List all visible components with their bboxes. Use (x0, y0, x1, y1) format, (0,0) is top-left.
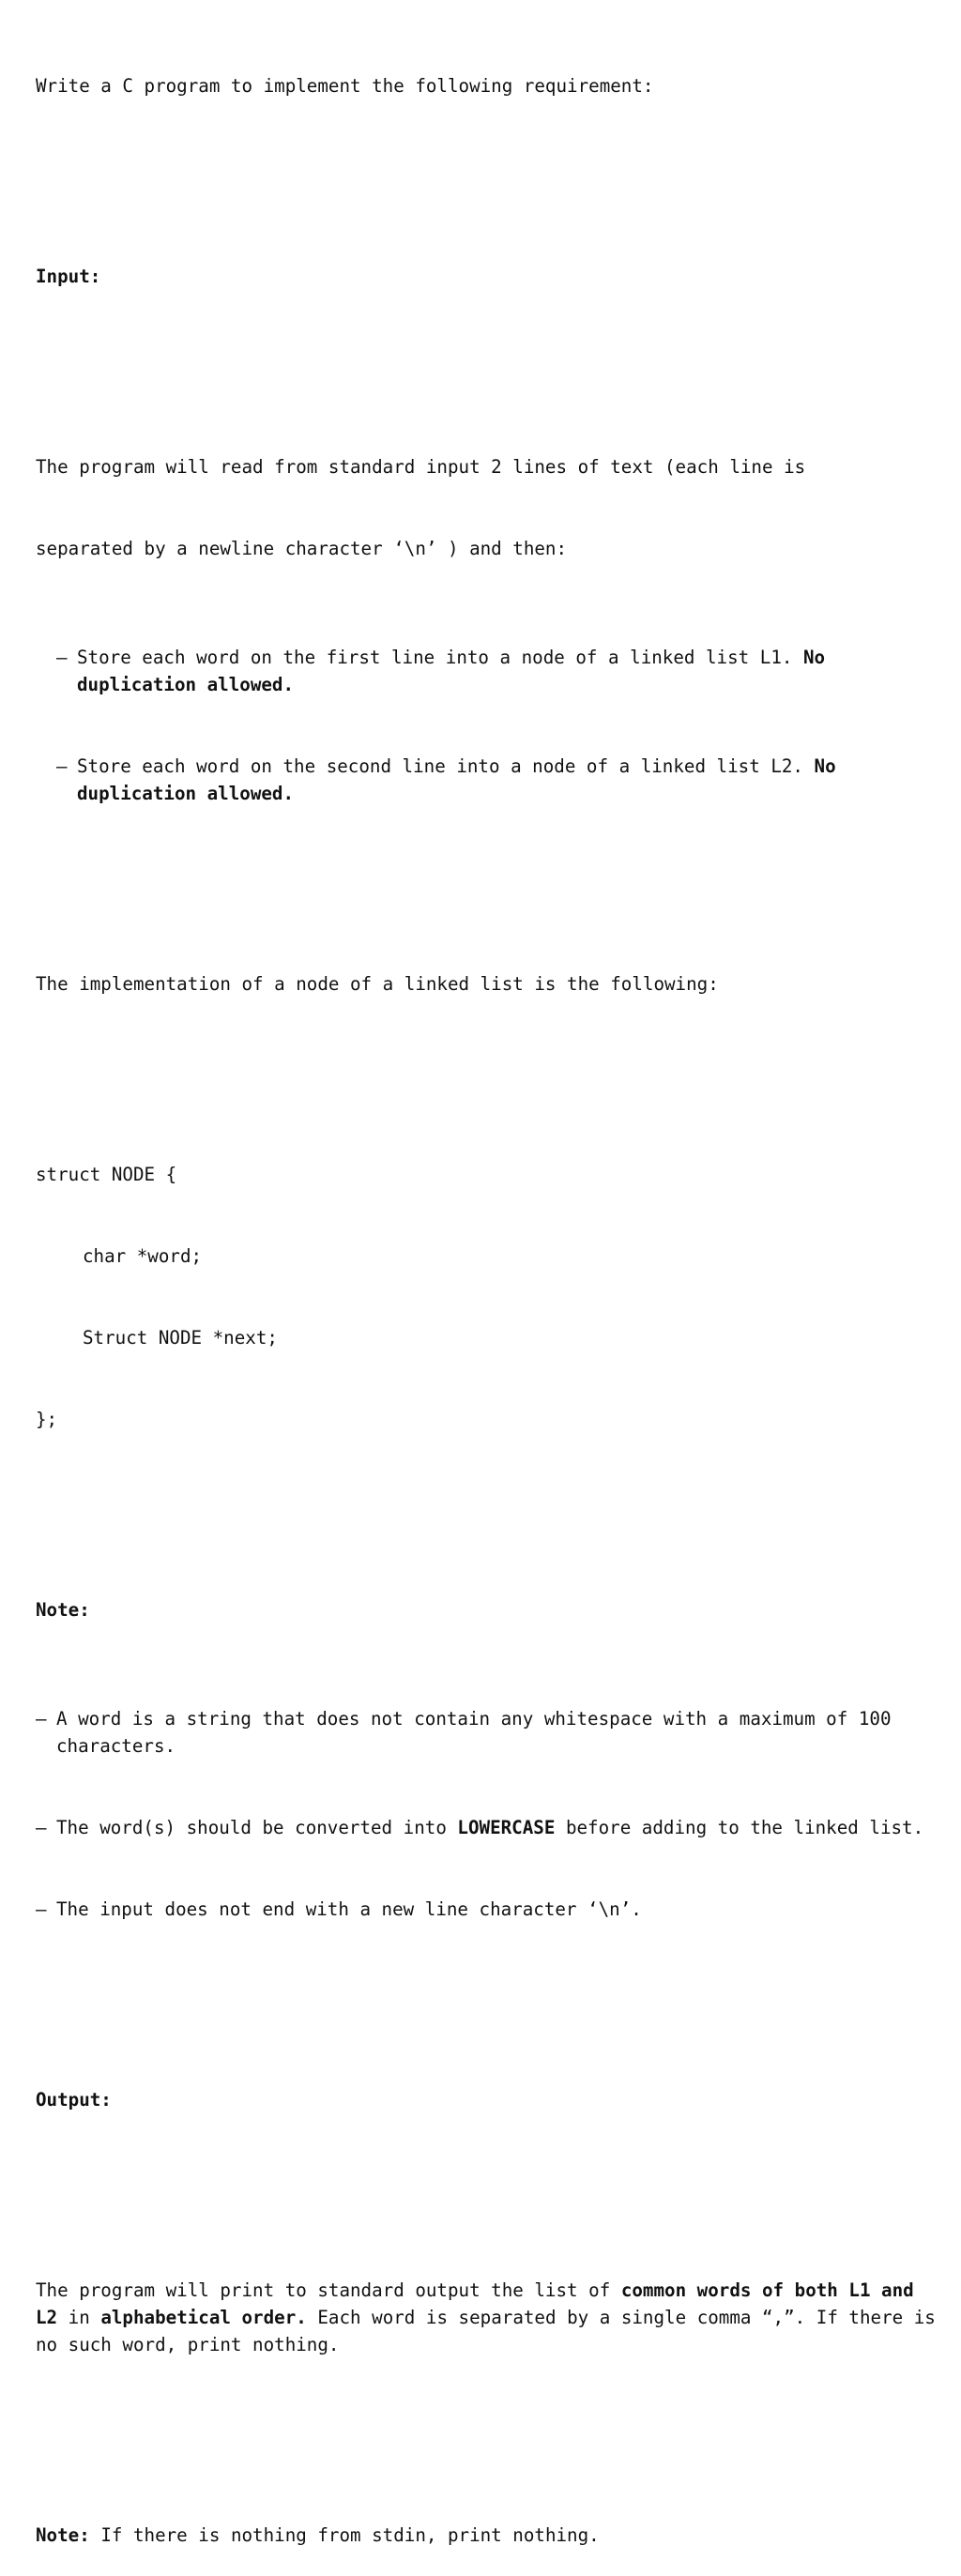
intro-text: Write a C program to implement the following requirement: (36, 75, 654, 97)
spacer (36, 1052, 946, 1079)
output-desc-part-1: The program will print to standard output the list of (36, 2279, 621, 2301)
dash-glyph: – (56, 755, 68, 777)
spacer (36, 2413, 946, 2440)
input-bullet-1 (36, 644, 946, 698)
spacer (36, 861, 946, 889)
output-heading (36, 2086, 946, 2113)
note-heading (36, 1596, 946, 1623)
note-bullet-3 (36, 1896, 946, 1923)
code-line-2: char *word; (83, 1245, 203, 1267)
note-heading-label: Note: (36, 1599, 90, 1621)
input-bullet-1-plain: Store each word on the first line into a node of a linked list L1. (77, 647, 803, 668)
input-bullet-2-plain: Store each word on the second line into a node of a linked list L2. (77, 755, 815, 777)
input-bullet-2 (36, 753, 946, 807)
output-desc-bold-2: alphabetical order. (100, 2307, 307, 2328)
final-note-text: If there is nothing from stdin, print nothing. (89, 2524, 600, 2546)
note-bullet-2-after: before adding to the linked list. (555, 1817, 924, 1838)
spacer (36, 154, 946, 181)
output-description (36, 2277, 946, 2358)
input-description-line-1: The program will read from standard input 2 lines of text (each line is (36, 456, 806, 478)
spacer (36, 1487, 946, 1515)
spacer (36, 344, 946, 372)
input-bullet-2-bold: No duplication allowed. (77, 755, 847, 804)
note-bullet-2-text (56, 1814, 946, 1841)
note-bullet-3-text (56, 1896, 946, 1923)
implementation-intro: The implementation of a node of a linked list is the following: (36, 973, 719, 995)
spacer (36, 2168, 946, 2195)
output-desc-bold-1: common words of both L1 and L2 (36, 2279, 925, 2328)
note-bullet-1-text (56, 1705, 946, 1760)
input-heading-label: Input: (36, 266, 101, 287)
final-note (36, 2522, 946, 2549)
input-bullet-1-bold: No duplication allowed. (77, 647, 836, 695)
output-desc-part-2: in (57, 2307, 101, 2328)
note-bullet-1 (36, 1705, 946, 1760)
spacer (36, 1977, 946, 2004)
note-bullet-2-bold: LOWERCASE (457, 1817, 556, 1838)
output-desc-part-3: Each word is separated by a single comma “,”. If there is no such word, print nothing. (36, 2307, 947, 2355)
note-bullet-1-before: A word is a string that does not contain any whitespace with a maximum of 100 characters. (56, 1708, 903, 1757)
code-line-4: }; (36, 1409, 58, 1430)
code-line-1: struct NODE { (36, 1164, 177, 1185)
input-bullet-1-text (77, 644, 946, 698)
note-bullet-2-before: The word(s) should be converted into (56, 1817, 458, 1838)
input-heading (36, 263, 946, 290)
final-note-label: Note: (36, 2524, 90, 2546)
dash-glyph: – (56, 647, 68, 668)
dash-glyph: – (36, 1898, 47, 1920)
input-description-line-2: separated by a newline character ‘\n’ ) and then: (36, 538, 568, 559)
input-bullet-2-text (77, 753, 946, 807)
dash-glyph: – (36, 1817, 47, 1838)
note-bullet-2 (36, 1814, 946, 1841)
dash-glyph: – (36, 1708, 47, 1730)
note-bullet-3-before: The input does not end with a new line character ‘\n’. (56, 1898, 642, 1920)
output-heading-label: Output: (36, 2089, 112, 2111)
problem-statement (36, 18, 946, 2576)
code-line-3: Struct NODE *next; (83, 1327, 278, 1349)
